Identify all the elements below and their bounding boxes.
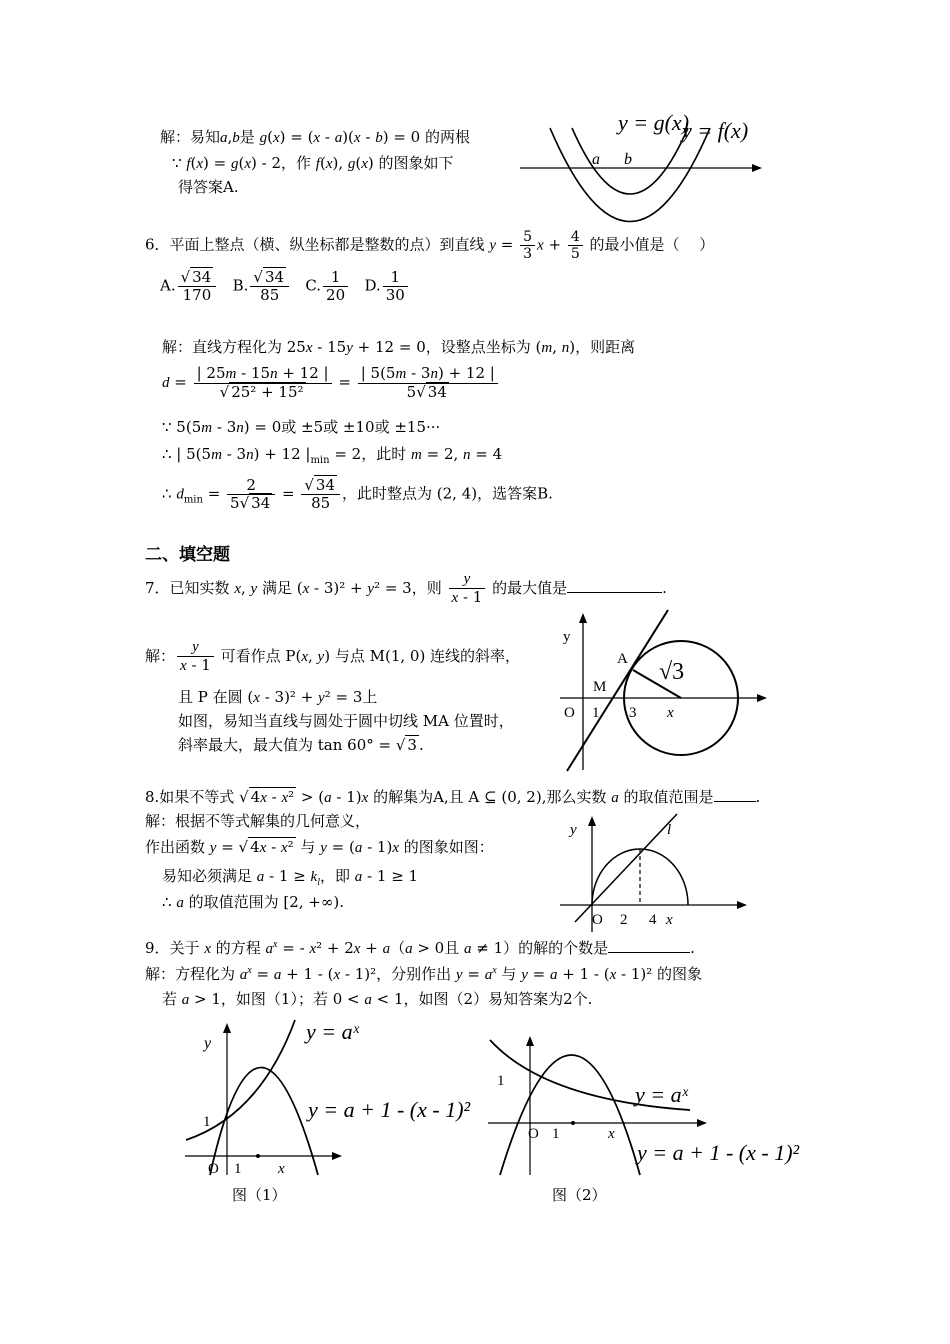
label-1-x: 1: [234, 1161, 242, 1177]
label-x: x: [278, 1161, 285, 1177]
q6-solution-line5: ∴ $d_{min}$ = $\frac{2}{5√ 34}$ = $\frac{√ 34}{85}$ ，此时整点为 (2, 4)，选答案B.: [162, 476, 553, 512]
label-O: O: [592, 912, 603, 928]
figure-q9-1: [180, 1015, 470, 1180]
section-heading: 二、填空题: [145, 545, 230, 565]
label-parab: y = a + 1 - (x - 1)²: [308, 1097, 471, 1122]
q6-solution-line3: ∵ 5(5m - 3n) = 0或 ±5或 ±10或 ±15···: [162, 418, 441, 436]
q7-solution-line2: 且 P 在圆 (x - 3)² + y² = 3上: [178, 688, 378, 706]
figure-q7: [555, 605, 775, 775]
caption-fig-1: 图（1）: [232, 1186, 287, 1204]
q8-solution-line3: 易知必须满足 $a - 1 \ge k_l$，即 a - 1 ≥ 1: [162, 867, 419, 888]
q9-solution-line2: 若 a > 1，如图（1）；若 0 < a < 1，如图（2）易知答案为2个.: [162, 990, 593, 1008]
line-l: [575, 814, 677, 922]
q9-solution-line1: 解：方程化为 $a^x = a + 1 - (x - 1)^2$，分别作出 $y = a^x$ 与 y = a + 1 - (x - 1)² 的图象: [145, 965, 703, 983]
y-axis-arrow: [588, 816, 596, 826]
label-y: y: [570, 822, 577, 838]
label-g: y = g(x): [618, 110, 690, 135]
label-M: M: [593, 679, 607, 695]
q5-solution-line1: 解：易知a,b是 g(x) = (x - a)(x - b) = 0 的两根: [160, 128, 470, 146]
q6-stem: 6．平面上整点（横、纵坐标都是整数的点）到直线 y = $\frac{5}{3}$ x + $\frac{4}{5}$ 的最小值是（ ）: [145, 229, 715, 262]
curve-parab: [500, 1055, 640, 1175]
q7-solution-line4: 斜率最大，最大值为 tan 60° = √ 3 .: [178, 736, 424, 754]
tick-1: [571, 1121, 575, 1125]
y-axis-arrow: [526, 1036, 534, 1046]
label-O: O: [208, 1161, 219, 1177]
label-O: O: [564, 705, 575, 721]
figure-q9-2: [485, 1030, 800, 1180]
q7-stem: 7．已知实数 x, y 满足 (x - 3)² + y² = 3，则 $\frac{y}{x - 1}$ 的最大值是 .: [145, 571, 667, 606]
label-y: y: [204, 1035, 212, 1052]
tick-1: [256, 1154, 260, 1158]
q7-solution-line3: 如图，易知当直线与圆处于圆中切线 MA 位置时，: [178, 712, 514, 730]
label-radius: √3: [659, 659, 685, 685]
q6-solution-line4: ∴ | 5(5m - 3n) + 12 $|_{min} = 2$，此时 m = 2, n = 4: [162, 445, 503, 466]
label-1-y: 1: [203, 1114, 211, 1130]
label-b: b: [624, 151, 632, 168]
x-axis-arrow: [697, 1119, 707, 1127]
q5-solution-line3: 得答案A.: [178, 178, 239, 196]
label-4: 4: [649, 912, 657, 928]
label-x: x: [667, 705, 674, 721]
label-1-y: 1: [497, 1073, 505, 1089]
label-f: y = f(x): [682, 118, 749, 143]
x-axis-arrow: [737, 901, 747, 909]
q8-solution-line1: 解：根据不等式解集的几何意义，: [145, 812, 371, 830]
label-2: 2: [620, 912, 628, 928]
label-3: 3: [629, 705, 637, 721]
label-O: O: [528, 1126, 539, 1142]
label-1-x: 1: [552, 1126, 560, 1142]
label-y: y: [563, 629, 571, 645]
x-axis-arrow: [752, 164, 762, 172]
q8-stem: 8.如果不等式 √ 4x - x² > (a - 1)x 的解集为A,且 A ⊆ (0, 2),那么实数 a 的取值范围是 .: [145, 788, 761, 806]
q8-solution-line2: 作出函数 y = √ 4x - x² 与 y = (a - 1)x 的图象如图：: [145, 838, 494, 856]
label-x: x: [608, 1126, 615, 1142]
q5-solution-line2: ∵ f(x) = g(x) - 2，作 f(x), g(x) 的图象如下: [172, 154, 454, 172]
label-x: x: [666, 912, 673, 928]
label-exp: y = aˣ: [306, 1019, 359, 1044]
q6-solution-line1: 解：直线方程化为 25x - 15y + 12 = 0，设整点坐标为 (m, n)，则距离: [162, 338, 636, 356]
figure-q8: [555, 812, 755, 937]
figure-q5: [510, 100, 770, 230]
x-axis-arrow: [332, 1152, 342, 1160]
label-exp: y = aˣ: [635, 1082, 688, 1107]
q9-stem: 9．关于 x 的方程 $a^x$ = - x² + 2x + a（a > 0且 a ≠ 1）的解的个数是 .: [145, 939, 695, 957]
label-1: 1: [592, 705, 600, 721]
curve-parab: [210, 1068, 318, 1176]
q6-solution-line2: d = $\frac{| 25m - 15n + 12 |}{\text{√ 25² + 15²}}$ = $\frac{| 5(5m - 3n) + 12 |}{5√ 34}$: [162, 366, 500, 400]
label-parab: y = a + 1 - (x - 1)²: [637, 1140, 800, 1165]
q6-options: A. $\frac{√ 34}{170}$ B. $\frac{√ 34}{85}$ C. $\frac{1}{20}$ D. $\frac{1}{30}$: [160, 270, 410, 303]
y-axis-arrow: [223, 1023, 231, 1033]
caption-fig-2: 图（2）: [552, 1186, 607, 1204]
label-l: l: [667, 822, 672, 838]
y-axis-arrow: [579, 613, 587, 623]
q8-solution-line4: ∴ a 的取值范围为 [2, +∞).: [162, 893, 344, 911]
label-a: a: [592, 151, 600, 168]
q7-solution-line1: 解： $\frac{y}{x - 1}$ 可看作点 P(x, y) 与点 M(1, 0) 连线的斜率，: [145, 639, 521, 674]
label-A: A: [617, 651, 628, 667]
x-axis-arrow: [757, 694, 767, 702]
